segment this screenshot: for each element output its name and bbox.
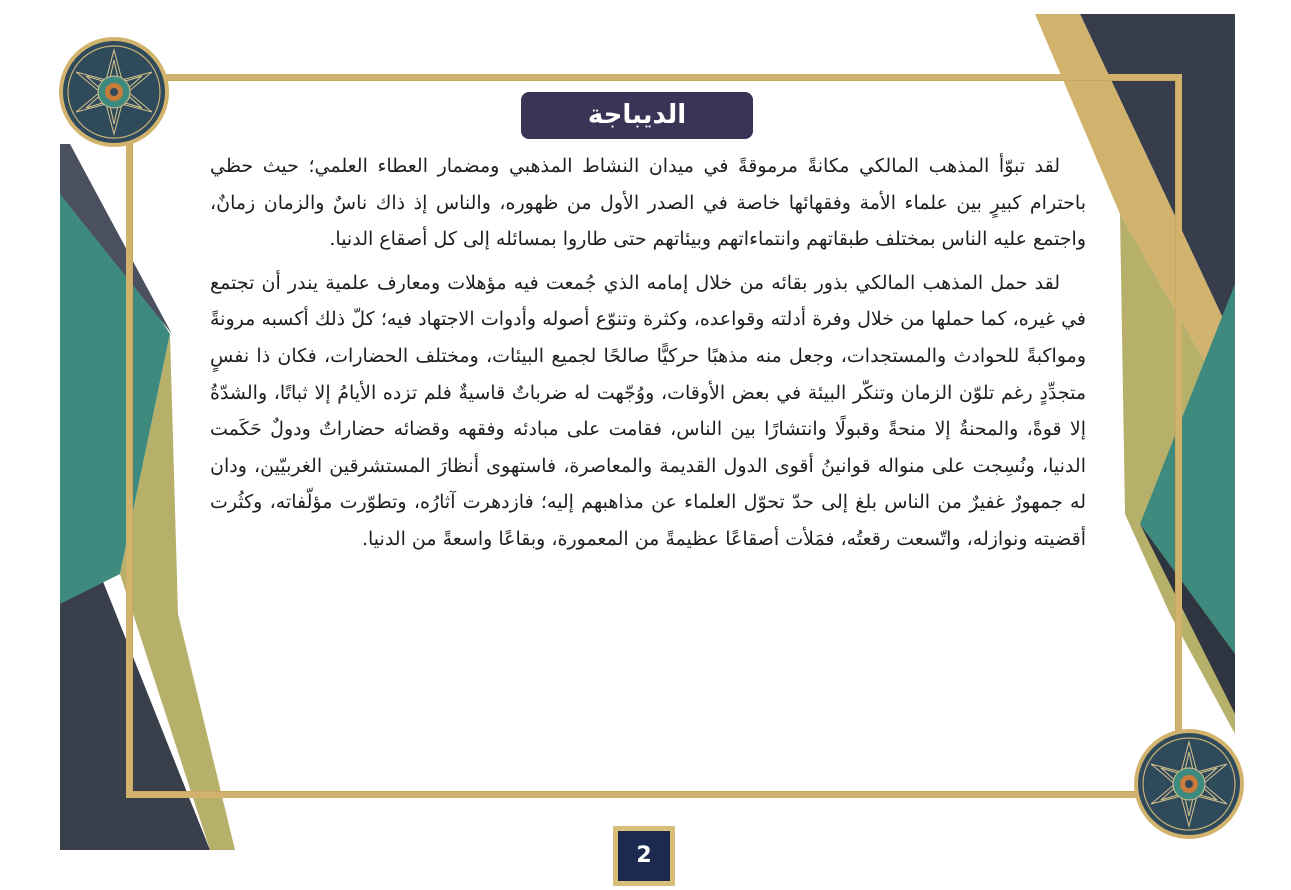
ornamental-medallion-icon <box>1133 728 1245 840</box>
ornamental-medallion-icon <box>58 36 170 148</box>
paragraph: لقد تبوّأ المذهب المالكي مكانةً مرموقةً في ميدان النشاط المذهبي ومضمار العطاء العلمي؛ حيث حظي باحترام كبيرٍ بين علماء الأمة وفقهائها خاصة في الصدر الأول من ظهوره، والناس إذ ذاك ناسٌ والزمان زمانٌ، واجتمع عليه الناس بمختلف طبقاتهم وانتماءاتهم وبيئاتهم حتى طاروا بمسائله إلى كل أصقاع الدنيا. <box>210 155 1086 251</box>
page-number: 2 <box>618 831 670 881</box>
page-number-badge <box>613 826 675 886</box>
body-text <box>210 148 1086 565</box>
paragraph: لقد حمل المذهب المالكي بذور بقائه من خلال إمامه الذي جُمعت فيه مؤهلات ومعارف علمية يندر أن تجتمع في غيره، كما حملها من خلال وفرة أدلته وقواعده، وكثرة وتنوّع أصوله وأدوات الاجتهاد فيه؛ كلّ ذلك أكسبه مرونةً ومواكبةً للحوادث والمستجدات، وجعل منه مذهبًا حركيًّا صالحًا لجميع البيئات، ومختلف الحضارات، فكان ذا نفسٍ متجدِّدٍ رغم تلوّن الزمان وتنكّر البيئة في بعض الأوقات، ووُجّهت له ضرباتٌ قاسيةٌ فلم تزده الأيامُ إلا ثباتًا، والشدّةُ إلا قوةً، والمحنةُ إلا منحةً وقبولًا وانتشارًا بين الناس، فقامت على مبادئه وفقهه وقضائه حضاراتٌ ودولٌ حَكَمت الدنيا، ونُسِجت على منواله قوانينُ أقوى الدول القديمة والمعاصرة، فاستهوى أنظارَ المستشرقين الغربيّين، ودان له جمهورٌ غفيرٌ من الناس بلغ إلى حدّ تحوّل العلماء عن مذاهبهم إليه؛ فازدهرت آثارُه، وتطوّرت مؤلّفاته، وكثُرت أقضيته ونوازله، واتّسعت رقعتُه، فمَلأت أصقاعًا عظيمةً من المعمورة، وبقاعًا واسعةً من الدنيا. <box>210 271 1086 550</box>
page-title: الديباجة <box>521 92 753 139</box>
